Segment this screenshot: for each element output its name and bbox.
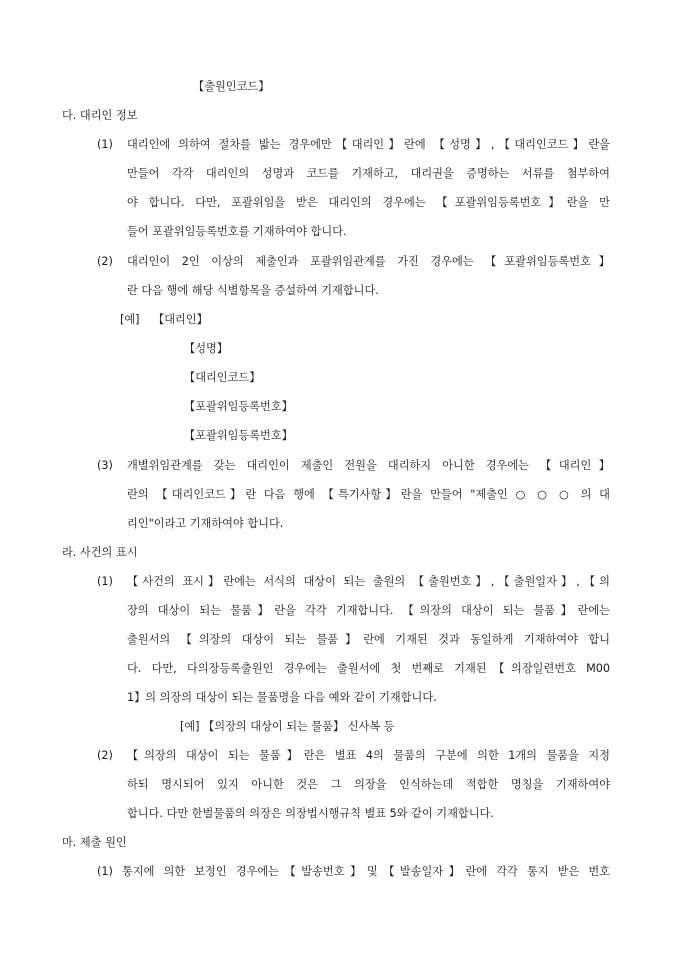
- item-number: (3): [97, 459, 113, 472]
- paragraph-line: 리인"이라고 기재하여야 합니다.: [127, 517, 284, 530]
- example-item: 【대리인코드】: [184, 371, 261, 384]
- example-prefix: [예]: [120, 313, 140, 326]
- paragraph-line: 합니다. 다만 한벌물품의 의장은 의장법시행규칙 별표 5와 같이 기재합니다.: [127, 807, 494, 820]
- example-agent-label: 【대리인】: [153, 313, 208, 326]
- paragraph-line: 1】의 의장의 대상이 되는 물품명을 다음 예와 같이 기재합니다.: [127, 691, 437, 704]
- paragraph-line: 출원서의 【의장의 대상이 되는 물품】란에 기재된 것과 동일하게 기재하여야 합니: [127, 633, 610, 646]
- paragraph-line: 하되 명시되어 있지 아니한 것은 그 의장을 인식하는데 적합한 명칭을 기재하여야: [127, 778, 610, 791]
- example-item: 【포괄위임등록번호】: [184, 429, 293, 442]
- paragraph-line: 【의장의 대상이 되는 물품】란은 별표 4의 물품의 구분에 의한 1개의 물품을 지정: [127, 749, 610, 762]
- paragraph-line: 란의 【대리인코드】란 다음 행에 【특기사항】란을 만들어 "제출인 ○ ○ ○ 의 대: [127, 488, 610, 501]
- paragraph-line: 장의 대상이 되는 물품】란을 각각 기재합니다. 【의장의 대상이 되는 물품】란에는: [127, 604, 610, 617]
- paragraph-line: 란 다음 행에 해당 식별항목을 증설하여 기재합니다.: [127, 284, 379, 297]
- paragraph-line: 다. 다만, 다의장등록출원인 경우에는 출원서에 첫 번째로 기재된【의장일련번호 M00: [127, 662, 610, 675]
- item-number: (1): [97, 575, 113, 588]
- paragraph-line: 야 합니다. 다만, 포괄위임을 받은 대리인의 경우에는 【포괄위임등록번호】란을 만: [127, 196, 610, 209]
- paragraph-line: 대리인이 2인 이상의 제출인과 포괄위임관계를 가진 경우에는 【포괄위임등록번호】: [127, 255, 610, 268]
- section-heading-case-display: 라. 사건의 표시: [62, 546, 138, 559]
- item-number: (1): [97, 138, 113, 151]
- paragraph-line: (1) 통지에 의한 보정인 경우에는【발송번호】및【발송일자】란에 각각 통지 받은 번호: [97, 865, 610, 878]
- section-heading-submission-reason: 마. 제출 원인: [62, 836, 127, 849]
- example-line: [예] 【의장의 대상이 되는 물품】 신사복 등: [180, 720, 395, 733]
- paragraph-line: 만들어 각각 대리인의 성명과 코드를 기재하고, 대리권을 증명하는 서류를 첨부하여: [127, 167, 610, 180]
- item-number: (2): [97, 749, 113, 762]
- paragraph-line: 들어 포괄위임등록번호를 기재하여야 합니다.: [127, 225, 347, 238]
- example-item: 【성명】: [184, 342, 228, 355]
- section-heading-agent-info: 다. 대리인 정보: [62, 109, 138, 122]
- applicant-code-label: 【출원인코드】: [193, 80, 270, 93]
- paragraph-line: 개별위임관계를 갖는 대리인이 제출인 전원을 대리하지 아니한 경우에는 【대리인】: [127, 459, 610, 472]
- paragraph-line: 【사건의 표시】란에는 서식의 대상이 되는 출원의 【출원번호】,【출원일자】,【의: [127, 575, 610, 588]
- example-item: 【포괄위임등록번호】: [184, 400, 293, 413]
- item-number: (2): [97, 255, 113, 268]
- paragraph-line: 대리인에 의하여 절차를 밟는 경우에만【대리인】란에 【성명】,【대리인코드】란을: [127, 138, 610, 151]
